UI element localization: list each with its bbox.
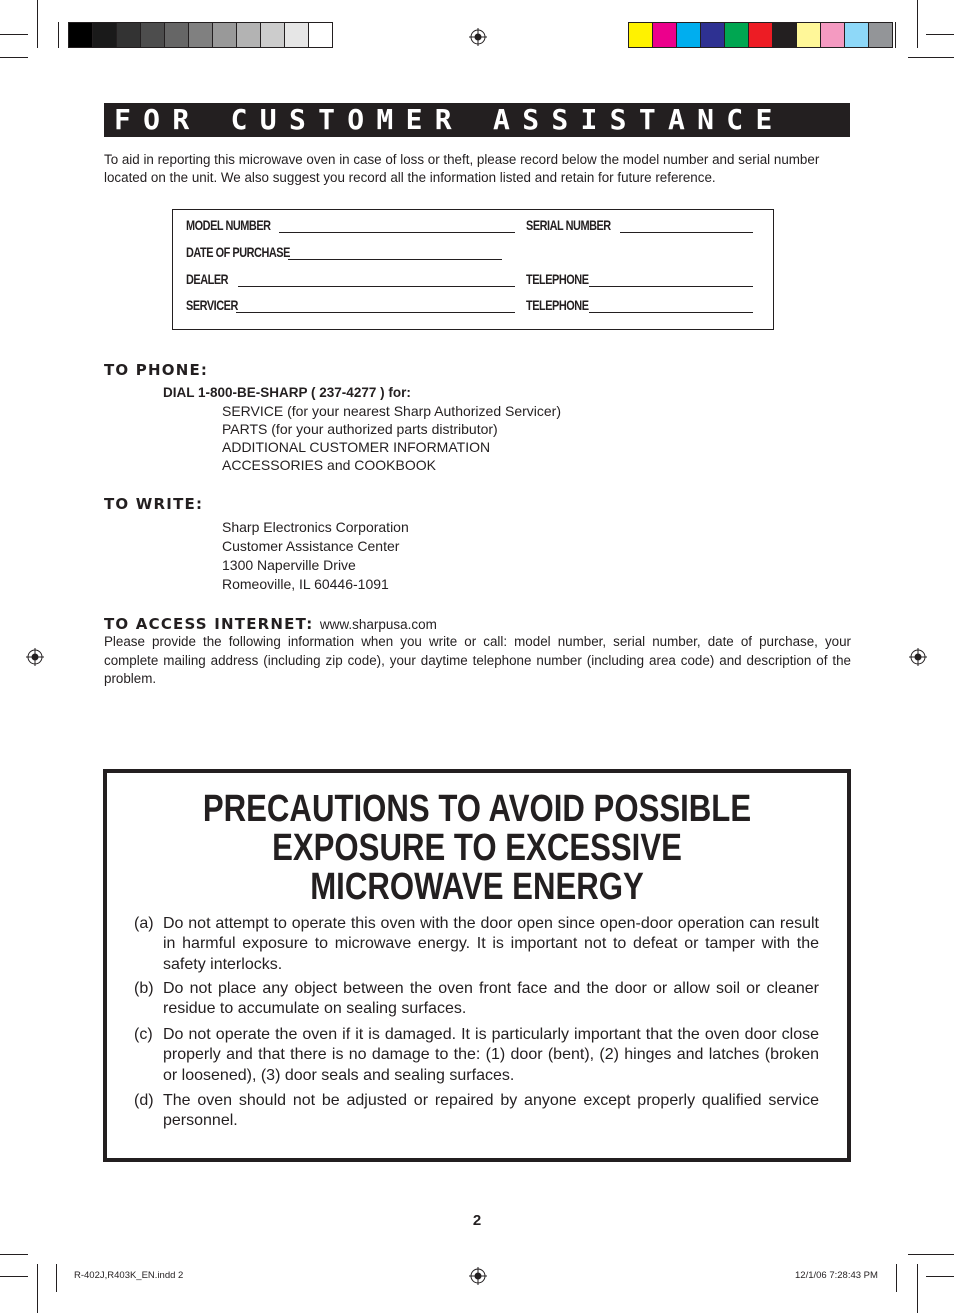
dealer-field[interactable] [238, 286, 515, 287]
precaution-label: (b) [134, 980, 154, 997]
precaution-item [134, 1025, 819, 1086]
precautions-title [103, 790, 851, 907]
gray-swatch [117, 23, 141, 47]
date-of-purchase-field[interactable] [288, 259, 502, 260]
contact-info-note: Please provide the following information when you write or call: model number, serial number, date of purchase, your complete mailing address (including zip code), your daytime telephone number (including area code) and description of the problem. [104, 634, 851, 686]
gray-swatch [69, 23, 93, 47]
precaution-label: (c) [134, 1026, 153, 1043]
servicer-telephone-field[interactable] [589, 312, 753, 313]
gray-swatch [141, 23, 165, 47]
gray-swatch [237, 23, 261, 47]
precaution-text: Do not attempt to operate this oven with the door open since open-door operation can result in harmful exposure to microwave energy. It is important not to defeat or tamper with the safety interlocks. [163, 915, 819, 973]
gray-swatch [165, 23, 189, 47]
color-swatch [821, 23, 845, 47]
color-swatch [701, 23, 725, 47]
to-internet-section [104, 615, 437, 633]
color-swatch [677, 23, 701, 47]
to-phone-heading: TO PHONE: [104, 361, 209, 379]
color-swatch [749, 23, 773, 47]
phone-item: PARTS (for your authorized parts distributor) [222, 421, 498, 437]
address-line: Romeoville, IL 60446-1091 [222, 576, 389, 592]
servicer-label: SERVICER [186, 297, 238, 313]
date-of-purchase-label: DATE OF PURCHASE [186, 244, 290, 260]
precaution-item [134, 1091, 819, 1132]
gray-swatch-bar [68, 22, 333, 48]
gray-swatch [213, 23, 237, 47]
registration-mark-icon [909, 648, 927, 666]
color-swatch [653, 23, 677, 47]
precaution-text: Do not operate the oven if it is damaged. It is particularly important that the oven door close properly and that there is no damage to the: (1) door (bent), (2) hinges and latches (broken or loosened), (3) door seals and sealing surfaces. [163, 1026, 819, 1084]
to-internet-heading: TO ACCESS INTERNET: [104, 615, 314, 633]
precaution-text: Do not place any object between the oven front face and the door or allow soil or cleaner residue to accumulate on sealing surfaces. [163, 980, 819, 1018]
address-line: 1300 Naperville Drive [222, 557, 356, 573]
record-form [172, 209, 774, 330]
address-line: Customer Assistance Center [222, 538, 400, 554]
color-swatch [773, 23, 797, 47]
telephone-label: TELEPHONE [526, 271, 589, 287]
phone-item: SERVICE (for your nearest Sharp Authorized Servicer) [222, 403, 562, 419]
precaution-item [134, 914, 819, 975]
website-link[interactable]: www.sharpusa.com [319, 617, 437, 632]
to-write-heading: TO WRITE: [104, 495, 204, 513]
precaution-text: The oven should not be adjusted or repaired by anyone except properly qualified service personnel. [163, 1092, 819, 1130]
precautions-title-line: PRECAUTIONS TO AVOID POSSIBLE [202, 788, 752, 830]
dealer-label: DEALER [186, 271, 229, 287]
registration-mark-icon [469, 1267, 487, 1285]
model-number-field[interactable] [279, 232, 515, 233]
precautions-title-line: MICROWAVE ENERGY [310, 866, 644, 908]
color-swatch [845, 23, 869, 47]
servicer-field[interactable] [236, 312, 515, 313]
telephone-label: TELEPHONE [526, 297, 589, 313]
address-line: Sharp Electronics Corporation [222, 519, 409, 535]
timestamp-slug: 12/1/06 7:28:43 PM [795, 1270, 878, 1281]
gray-swatch [261, 23, 285, 47]
page-title: FOR CUSTOMER ASSISTANCE [114, 103, 785, 136]
phone-item: ADDITIONAL CUSTOMER INFORMATION [222, 439, 491, 455]
intro-paragraph: To aid in reporting this microwave oven in case of loss or theft, please record below the model number and serial number located on the unit. We also suggest you record all the information listed and retain for future reference. [104, 152, 820, 185]
registration-mark-icon [469, 28, 487, 46]
precaution-item [134, 979, 819, 1020]
gray-swatch [93, 23, 117, 47]
page-number: 2 [472, 1212, 482, 1229]
color-swatch [629, 23, 653, 47]
precaution-label: (a) [134, 915, 154, 932]
serial-number-label: SERIAL NUMBER [526, 217, 611, 233]
color-swatch [725, 23, 749, 47]
dealer-telephone-field[interactable] [589, 286, 753, 287]
gray-swatch [309, 23, 332, 47]
model-number-label: MODEL NUMBER [186, 217, 271, 233]
color-swatch-bar [628, 22, 893, 48]
file-slug: R-402J,R403K_EN.indd 2 [74, 1270, 184, 1281]
serial-number-field[interactable] [620, 232, 753, 233]
dial-number: DIAL 1-800-BE-SHARP ( 237-4277 ) for: [163, 385, 411, 400]
color-swatch [869, 23, 892, 47]
gray-swatch [189, 23, 213, 47]
color-swatch [797, 23, 821, 47]
phone-item: ACCESSORIES and COOKBOOK [222, 457, 436, 473]
precaution-label: (d) [134, 1092, 154, 1109]
gray-swatch [285, 23, 309, 47]
precautions-title-line: EXPOSURE TO EXCESSIVE [272, 827, 682, 869]
registration-mark-icon [26, 648, 44, 666]
